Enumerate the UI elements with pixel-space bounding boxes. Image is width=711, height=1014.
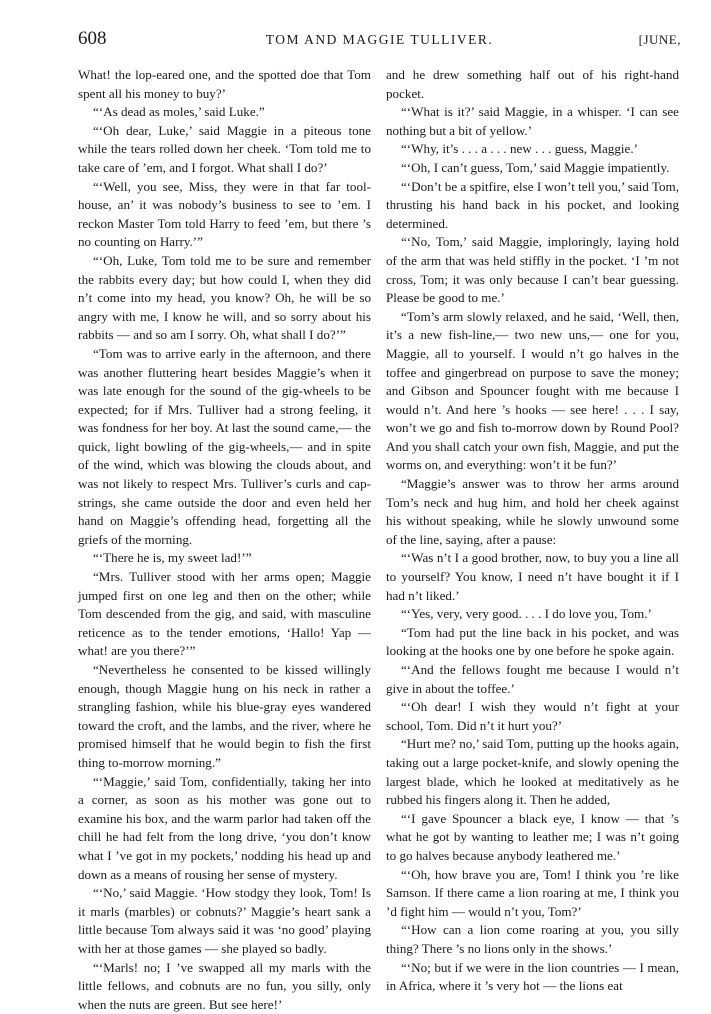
- paragraph: “‘Oh, I can’t guess, Tom,’ said Maggie impatiently.: [386, 159, 679, 178]
- paragraph-continuation: What! the lop-eared one, and the spotted doe that Tom spent all his money to buy?’: [78, 66, 371, 103]
- running-month: [JUNE,: [639, 32, 681, 48]
- paragraph: “‘Oh, how brave you are, Tom! I think you ’re like Samson. If there came a lion roaring at me, I think you ’d fight him — would n’t you, Tom?’: [386, 866, 679, 922]
- paragraph: “‘Oh, Luke, Tom told me to be sure and remember the rabbits every day; but how could I, when they did n’t come into my head, you know? Oh, he will be so angry with me, I know he will, and so sorry about his rabbits — and so am I sorry. Oh, what shall I do?’”: [78, 252, 371, 345]
- paragraph: “‘Oh dear! I wish they would n’t fight at your school, Tom. Did n’t it hurt you?’: [386, 698, 679, 735]
- paragraph: “‘How can a lion come roaring at you, you silly thing? There ’s no lions only in the shows.’: [386, 921, 679, 958]
- paragraph: “‘What is it?’ said Maggie, in a whisper. ‘I can see nothing but a bit of yellow.’: [386, 103, 679, 140]
- paragraph: “‘Marls! no; I ’ve swapped all my marls with the little fellows, and cobnuts are no fun, you silly, only when the nuts are green. But see here!’: [78, 959, 371, 1014]
- page-header: [78, 28, 681, 52]
- paragraph: “‘I gave Spouncer a black eye, I know — that ’s what he got by wanting to leather me; I was n’t going to go halves because anybody leathered me.’: [386, 810, 679, 866]
- paragraph: “‘Don’t be a spitfire, else I won’t tell you,’ said Tom, thrusting his hand back in his pocket, and looking determined.: [386, 178, 679, 234]
- paragraph: “Nevertheless he consented to be kissed willingly enough, though Maggie hung on his neck in rather a strangling fashion, while his blue-gray eyes wandered toward the croft, and the lambs, and the river, where he promised himself that he would begin to fish the first thing to-morrow morning.”: [78, 661, 371, 773]
- paragraph: “Maggie’s answer was to throw her arms around Tom’s neck and hug him, and hold her cheek against his without speaking, while he slowly unwound some of the line, saying, after a pause:: [386, 475, 679, 549]
- paragraph: “‘As dead as moles,’ said Luke.”: [78, 103, 371, 122]
- paragraph: “‘Maggie,’ said Tom, confidentially, taking her into a corner, as soon as his mother was gone out to examine his box, and the warm parlor had taken off the chill he had felt from the long drive, ‘you don’t know what I ’ve got in my pockets,’ nodding his head up and down as a means of rousing her sense of mystery.: [78, 773, 371, 885]
- paragraph: “‘There he is, my sweet lad!’”: [78, 549, 371, 568]
- paragraph: “Tom’s arm slowly relaxed, and he said, ‘Well, then, it’s a new fish-line,— two new uns,— one for you, Maggie, all to yourself. I would n’t go halves in the toffee and gingerbread on purpose to save the money; and Gibson and Spouncer fought with me because I would n’t. And here ’s hooks — see here! . . . I say, won’t we go and fish to-morrow down by Round Pool? And you shall catch your own fish, Maggie, and put the worms on, and everything: won’t it be fun?’: [386, 308, 679, 475]
- paragraph: “‘No; but if we were in the lion countries — I mean, in Africa, where it ’s very hot — the lions eat: [386, 959, 679, 996]
- paragraph: “‘No, Tom,’ said Maggie, imploringly, laying hold of the arm that was held stiffly in the pocket. ‘I ’m not cross, Tom; it was only because I can’t bear guessing. Please be good to me.’: [386, 233, 679, 307]
- paragraph: “Mrs. Tulliver stood with her arms open; Maggie jumped first on one leg and then on the other; while Tom descended from the gig, and said, with masculine reticence as to the tender emotions, ‘Hallo! Yap — what! are you there?’”: [78, 568, 371, 661]
- paragraph: “‘Why, it’s . . . a . . . new . . . guess, Maggie.’: [386, 140, 679, 159]
- paragraph: “‘No,’ said Maggie. ‘How stodgy they look, Tom! Is it marls (marbles) or cobnuts?’ Maggie’s heart sank a little because Tom always said it was ‘no good’ playing with her at those games — she played so badly.: [78, 884, 371, 958]
- left-column: [78, 66, 371, 1014]
- paragraph: “Tom had put the line back in his pocket, and was looking at the hooks one by one before he spoke again.: [386, 624, 679, 661]
- paragraph: “‘Oh dear, Luke,’ said Maggie in a piteous tone while the tears rolled down her cheek. ‘Tom told me to take care of ’em, and I forgot. What shall I do?’: [78, 122, 371, 178]
- running-title: TOM AND MAGGIE TULLIVER.: [78, 32, 681, 48]
- paragraph: “Hurt me? no,’ said Tom, putting up the hooks again, taking out a large pocket-knife, and slowly opening the largest blade, which he looked at meditatively as he rubbed his fingers along it. Then he added,: [386, 735, 679, 809]
- right-column: [386, 66, 679, 996]
- paragraph: “‘Well, you see, Miss, they were in that far tool-house, an’ it was nobody’s business to see to ’em. I reckon Master Tom told Harry to feed ’em, but there ’s no counting on Harry.’”: [78, 178, 371, 252]
- paragraph: “‘Yes, very, very good. . . . I do love you, Tom.’: [386, 605, 679, 624]
- paragraph: “Tom was to arrive early in the afternoon, and there was another fluttering heart besides Maggie’s when it was late enough for the sound of the gig-wheels to be expected; for if Mrs. Tulliver had a strong feeling, it was fondness for her boy. At last the sound came,— the quick, light bowling of the gig-wheels,— and in spite of the wind, which was blowing the clouds about, and was not likely to respect Mrs. Tulliver’s curls and cap-strings, she came outside the door and even held her hand on Maggie’s offending head, forgetting all the griefs of the morning.: [78, 345, 371, 550]
- paragraph: “‘Was n’t I a good brother, now, to buy you a line all to yourself? You know, I need n’t have bought it if I had n’t liked.’: [386, 549, 679, 605]
- paragraph: “‘And the fellows fought me because I would n’t give in about the toffee.’: [386, 661, 679, 698]
- page-number: 608: [78, 28, 107, 50]
- paragraph-continuation: and he drew something half out of his right-hand pocket.: [386, 66, 679, 103]
